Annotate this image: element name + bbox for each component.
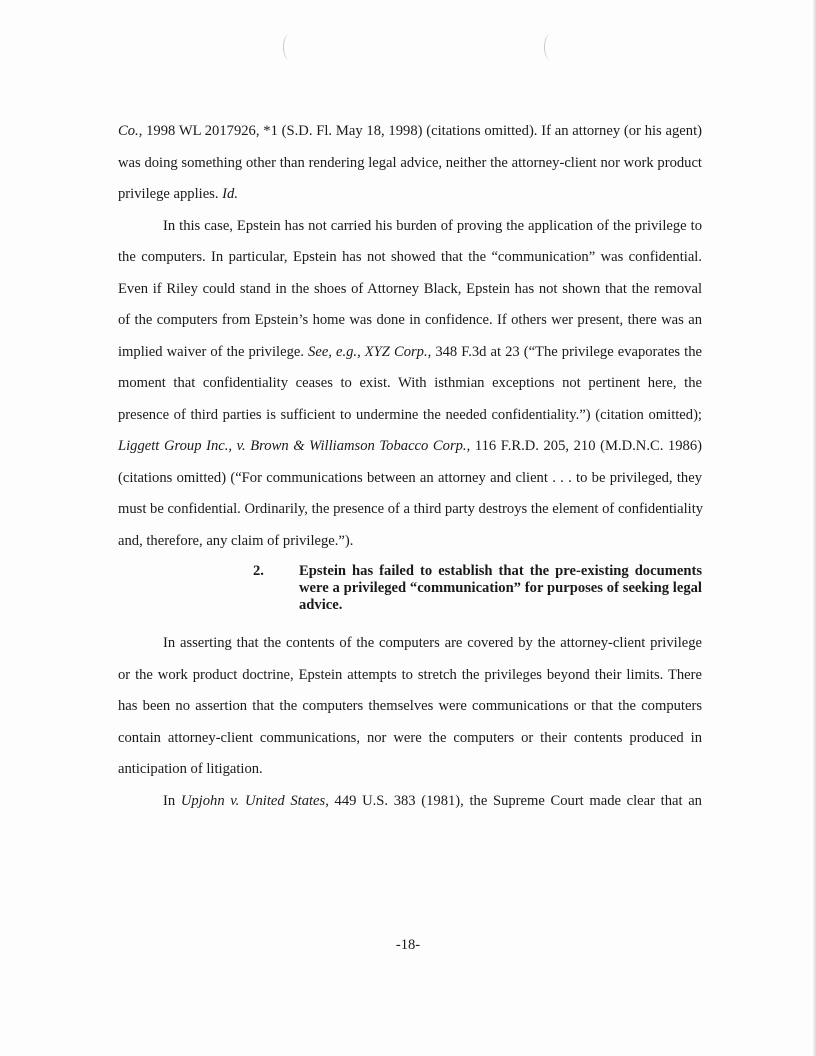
text-line-8: implied waiver of the privilege. See, e.g., XYZ Corp., 348 F.3d at 23 (“The privilege evaporates the	[118, 343, 702, 360]
heading-line: Epstein has failed to establish that the pre-existing documents	[299, 563, 702, 579]
scan-artifact-mark	[283, 34, 296, 60]
text-line-17: has been no assertion that the computers themselves were communications or that the computers	[118, 698, 702, 714]
text-line-12: (citations omitted) (“For communications between an attorney and client . . . to be privileged, they	[118, 469, 702, 486]
section-heading-text	[299, 563, 702, 614]
text-line-7: of the computers from Epstein’s home was done in confidence. If others wer present, there was an	[118, 312, 702, 328]
scan-artifact-mark	[544, 34, 557, 60]
text-line-3: privilege applies. Id.	[118, 186, 238, 202]
text-line-13: must be confidential. Ordinarily, the presence of a third party destroys the element of confidentiality	[118, 501, 704, 517]
text-line-16: or the work product doctrine, Epstein attempts to stretch the privileges beyond their limits. There	[118, 666, 702, 683]
heading-line: were a privileged “communication” for purposes of seeking legal	[299, 580, 702, 596]
section-number: 2.	[253, 563, 264, 579]
text-line-10: presence of third parties is sufficient to undermine the needed confidentiality.”) (citation omitted);	[118, 406, 702, 423]
text-line-1: Co., 1998 WL 2017926, *1 (S.D. Fl. May 18, 1998) (citations omitted). If an attorney (or his agent)	[118, 123, 702, 139]
document-body	[118, 116, 702, 817]
paragraph-start-line: In asserting that the contents of the computers are covered by the attorney-client privilege	[163, 635, 702, 651]
paragraph-start-line: In Upjohn v. United States, 449 U.S. 383 (1981), the Supreme Court made clear that an	[163, 792, 702, 809]
citation-italic: Liggett Group Inc., v. Brown & Williamson Tobacco Corp.	[118, 438, 467, 454]
text-line-5: the computers. In particular, Epstein has not showed that the “communication” was confidential.	[118, 249, 702, 265]
text-line-6: Even if Riley could stand in the shoes of Attorney Black, Epstein has not shown that the removal	[118, 280, 702, 297]
section-heading	[118, 563, 702, 614]
paragraph-start-line: In this case, Epstein has not carried his burden of proving the application of the privilege to	[163, 217, 702, 234]
text-line-9: moment that confidentiality ceases to exist. With isthmian exceptions not pertinent here, the	[118, 375, 702, 391]
text-line-18: contain attorney-client communications, nor were the computers or their contents produced in	[118, 729, 702, 746]
text-line-19: anticipation of litigation.	[118, 761, 263, 777]
text-line-14: and, therefore, any claim of privilege.”).	[118, 532, 354, 549]
citation-italic: Upjohn v. United States	[180, 792, 326, 809]
text-line-11: Liggett Group Inc., v. Brown & Williamson Tobacco Corp., 116 F.R.D. 205, 210 (M.D.N.C. 1986)	[118, 438, 702, 454]
citation-italic: See, e.g., XYZ Corp.	[308, 343, 428, 360]
page-number: -18-	[395, 937, 421, 953]
heading-line: advice.	[299, 597, 343, 613]
citation-italic: Id.	[222, 186, 238, 202]
citation-italic: Co.	[118, 123, 139, 139]
text-line-2: was doing something other than rendering legal advice, neither the attorney-client nor work product	[118, 154, 702, 171]
